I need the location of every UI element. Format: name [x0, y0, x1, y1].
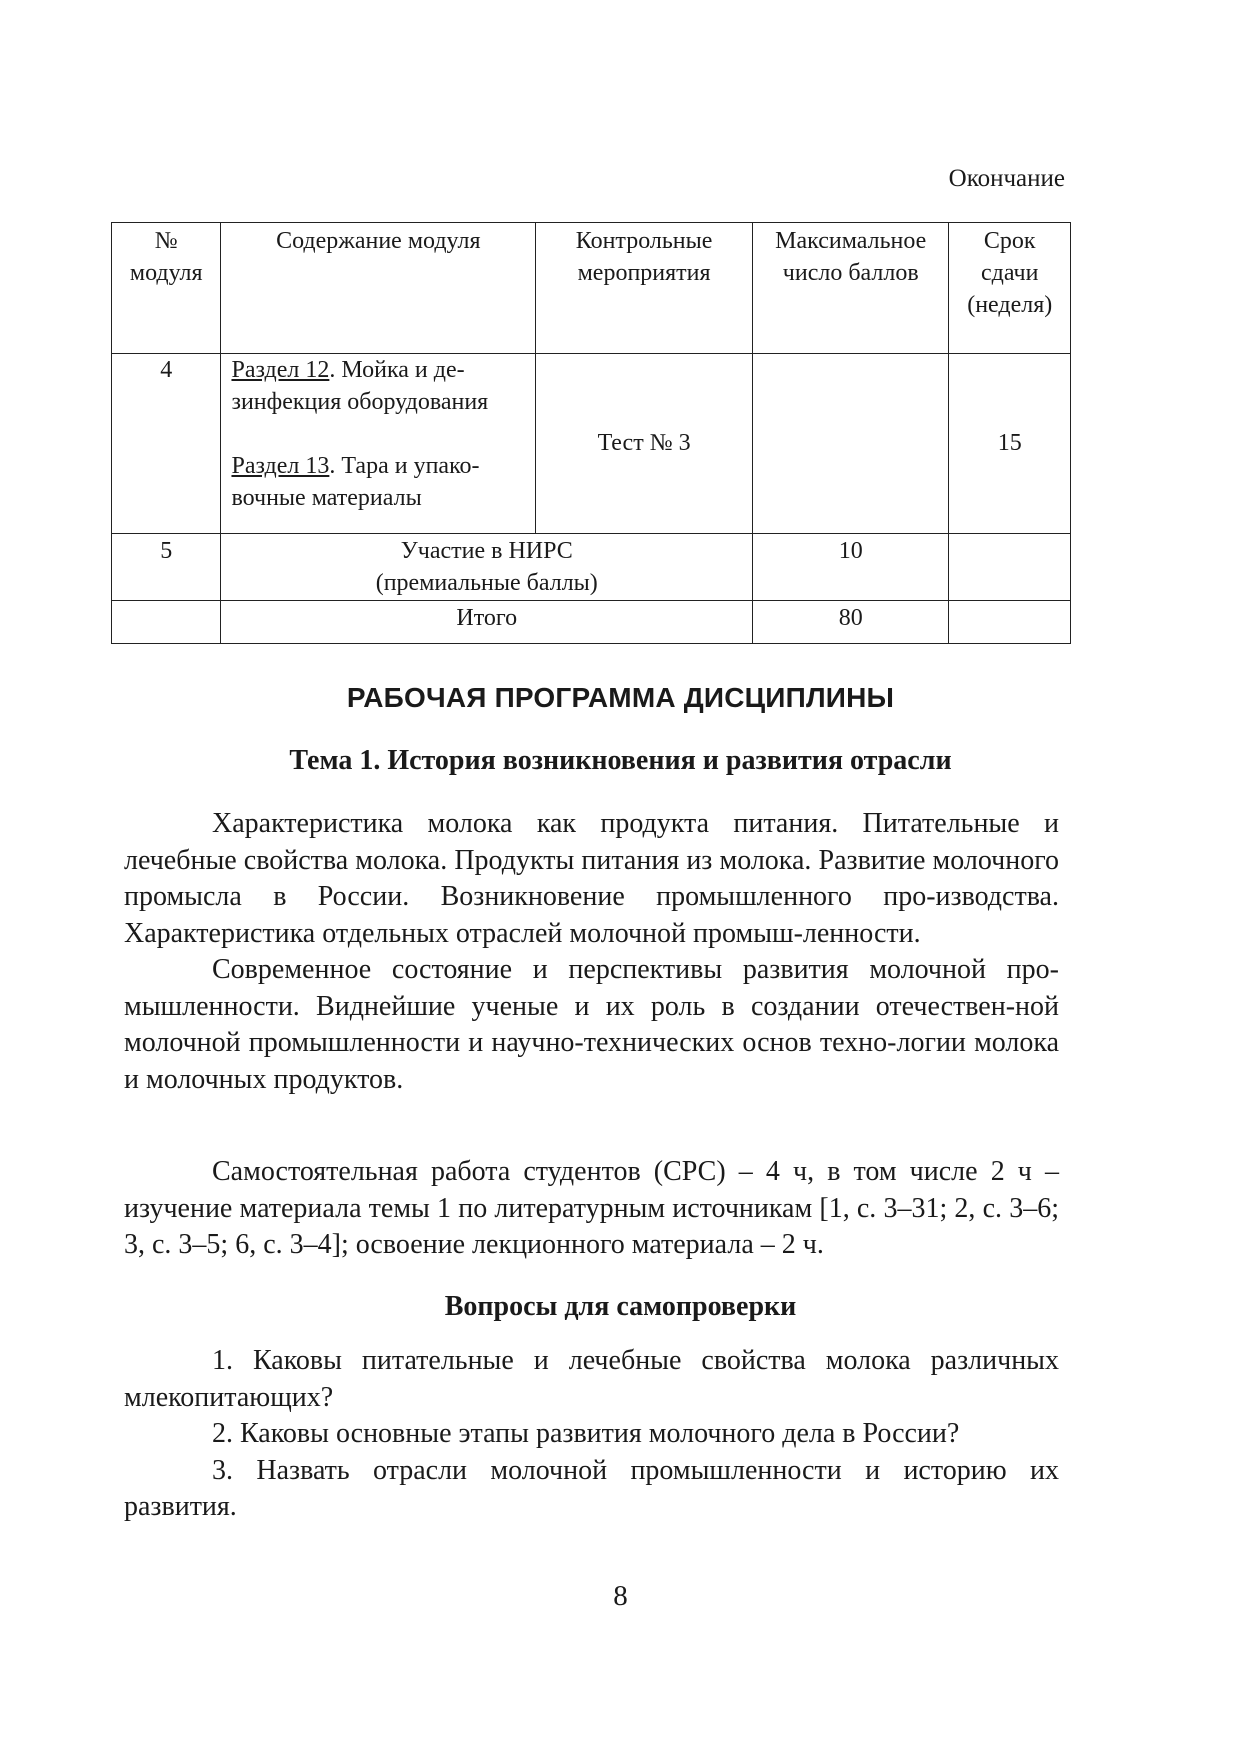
- due-week-cell: [949, 534, 1071, 601]
- table-row: [112, 354, 1071, 534]
- due-week-cell: 15: [949, 354, 1071, 534]
- header-module-number: № модуля: [112, 223, 221, 354]
- questions-list: [124, 1343, 1059, 1526]
- questions-heading: Вопросы для самопроверки: [444, 1291, 797, 1322]
- modules-table: [111, 222, 1071, 644]
- table-row: [112, 534, 1071, 601]
- section-heading: РАБОЧАЯ ПРОГРАММА ДИСЦИПЛИНЫ: [346, 682, 895, 713]
- paragraph: Современное состояние и перспективы развития молочной про-мышленности. Виднейшие ученые и их роль в создании отечествен-ной молочной промышленности и научно-технических основ техно-логии молока и молочных продуктов.: [124, 954, 1059, 1095]
- self-study-note: [124, 1154, 1059, 1264]
- empty-cell: [112, 601, 221, 644]
- section-link: Раздел 13: [231, 453, 330, 479]
- header-control-activities: Контрольные мероприятия: [536, 223, 753, 354]
- question-item: 3. Назвать отрасли молочной промышленности и историю их развития.: [124, 1454, 1059, 1522]
- paragraph: Характеристика молока как продукта питания. Питательные и лечебные свойства молока. Продукты питания из молока. Развитие молочного промысла в России. Возникновение промышленного про-изводства. Характеристика отдельных отраслей молочной промыш-ленности.: [124, 808, 1059, 949]
- total-points: 80: [753, 601, 949, 644]
- header-max-points: Максимальное число баллов: [753, 223, 949, 354]
- max-points-cell: [753, 354, 949, 534]
- page-number: 8: [613, 1580, 628, 1612]
- table-total-row: [112, 601, 1071, 644]
- continuation-label: Окончание: [948, 165, 1065, 192]
- section-13: [231, 450, 525, 514]
- content-line: (премиальные баллы): [375, 570, 598, 596]
- total-label: Итого: [221, 601, 753, 644]
- section-12: [231, 354, 525, 418]
- control-cell: Тест № 3: [536, 354, 753, 534]
- topic-heading: Тема 1. История возникновения и развития отрасли: [289, 745, 952, 776]
- header-due-week: Срок сдачи (неделя): [949, 223, 1071, 354]
- section-title: . Тара и упако-вочные материалы: [231, 453, 480, 511]
- empty-cell: [949, 601, 1071, 644]
- module-content-cell: [221, 534, 753, 601]
- module-content-cell: [221, 354, 536, 534]
- section-title: . Мойка и де-зинфекция оборудования: [231, 357, 489, 415]
- max-points-cell: 10: [753, 534, 949, 601]
- table-header-row: [112, 223, 1071, 354]
- module-number-cell: 4: [112, 354, 221, 534]
- section-link: Раздел 12: [231, 357, 330, 383]
- content-line: Участие в НИРС: [400, 538, 573, 564]
- topic-description: [124, 806, 1059, 1098]
- header-module-content: Содержание модуля: [221, 223, 536, 354]
- paragraph: Самостоятельная работа студентов (СРС) – 4 ч, в том числе 2 ч – изучение материала темы 1 по литературным источникам [1, с. 3–31; 2, с. 3–6; 3, с. 3–5; 6, с. 3–4]; освоение лекционного материала – 2 ч.: [124, 1156, 1059, 1260]
- question-item: 2. Каковы основные этапы развития молочного дела в России?: [212, 1418, 960, 1449]
- question-item: 1. Каковы питательные и лечебные свойства молока различных млекопитающих?: [124, 1345, 1059, 1413]
- module-number-cell: 5: [112, 534, 221, 601]
